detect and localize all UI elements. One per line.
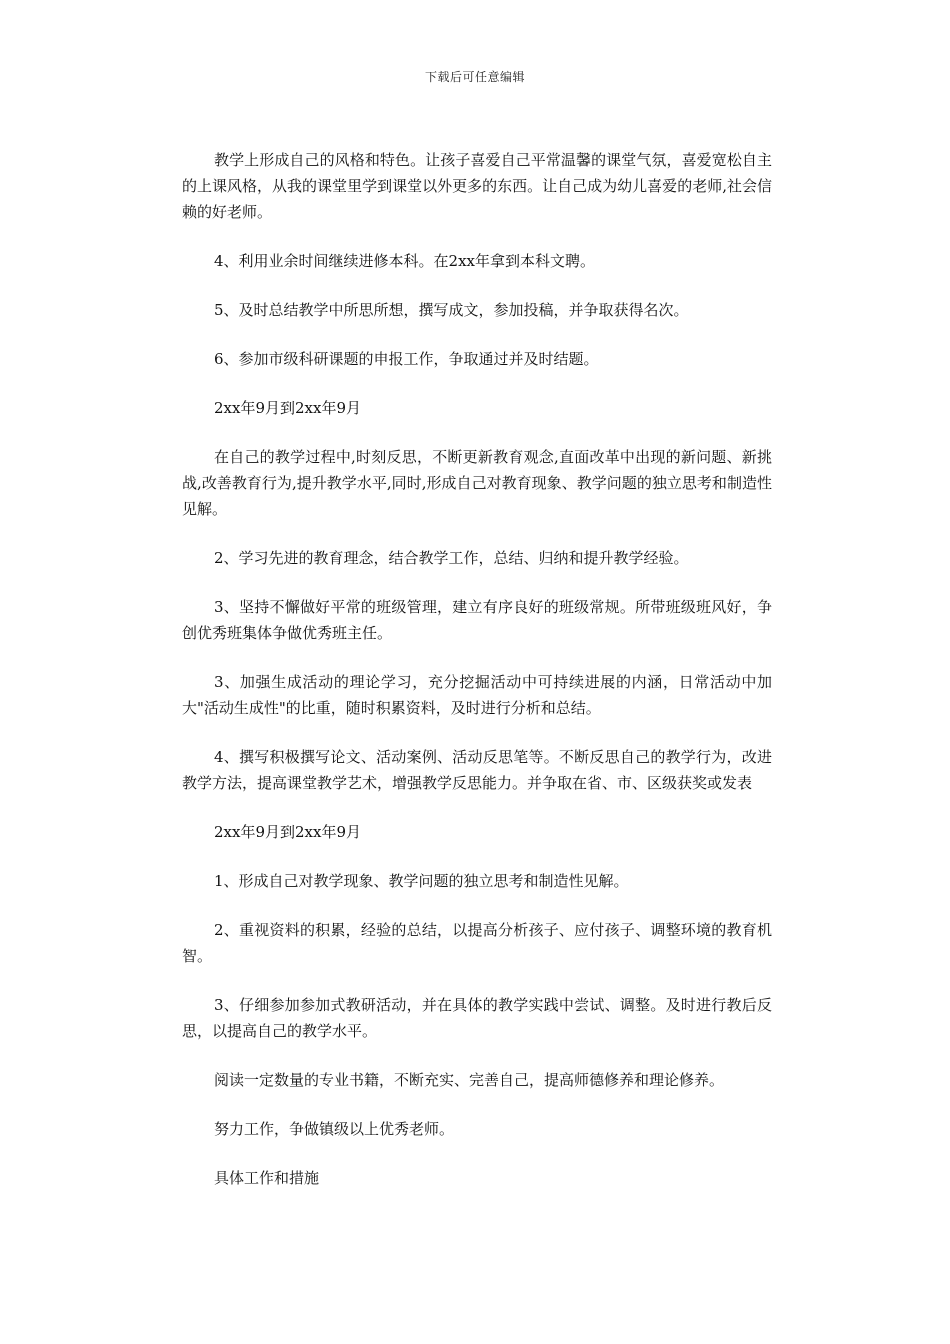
paragraph: 3、坚持不懈做好平常的班级管理，建立有序良好的班级常规。所带班级班风好，争创优秀班集体争做优秀班主任。 [182, 598, 772, 642]
section-date: 2xx年9月到2xx年9月 [214, 399, 362, 417]
section-heading: 具体工作和措施 [214, 1169, 320, 1187]
paragraph: 6、参加市级科研课题的申报工作，争取通过并及时结题。 [214, 350, 599, 368]
paragraph: 在自己的教学过程中,时刻反思，不断更新教育观念,直面改革中出现的新问题、新挑战,改善教育行为,提升教学水平,同时,形成自己对教育现象、教学问题的独立思考和制造性见解。 [182, 448, 772, 518]
paragraph: 3、加强生成活动的理论学习，充分挖掘活动中可持续进展的内涵，日常活动中加大"活动生成性"的比重，随时积累资料，及时进行分析和总结。 [182, 673, 772, 717]
paragraph: 4、撰写积极撰写论文、活动案例、活动反思笔等。不断反思自己的教学行为，改进教学方法，提高课堂教学艺术，增强教学反思能力。并争取在省、市、区级获奖或发表 [182, 748, 772, 792]
paragraph: 努力工作，争做镇级以上优秀老师。 [214, 1120, 455, 1138]
paragraph: 2、学习先进的教育理念，结合教学工作，总结、归纳和提升教学经验。 [214, 549, 689, 567]
paragraph: 教学上形成自己的风格和特色。让孩子喜爱自己平常温馨的课堂气氛，喜爱宽松自主的上课风格，从我的课堂里学到课堂以外更多的东西。让自己成为幼儿喜爱的老师,社会信赖的好老师。 [182, 151, 772, 221]
paragraph: 1、形成自己对教学现象、教学问题的独立思考和制造性见解。 [214, 872, 629, 890]
page-header: 下载后可任意编辑 [424, 70, 525, 84]
paragraph: 3、仔细参加参加式教研活动，并在具体的教学实践中尝试、调整。及时进行教后反思，以提高自己的教学水平。 [182, 996, 772, 1040]
paragraph: 阅读一定数量的专业书籍，不断充实、完善自己，提高师德修养和理论修养。 [214, 1071, 725, 1089]
document-body [182, 147, 772, 1214]
paragraph: 4、利用业余时间继续进修本科。在2xx年拿到本科文聘。 [214, 252, 596, 270]
section-date: 2xx年9月到2xx年9月 [214, 823, 362, 841]
paragraph: 5、及时总结教学中所思所想，撰写成文，参加投稿，并争取获得名次。 [214, 301, 689, 319]
paragraph: 2、重视资料的积累，经验的总结，以提高分析孩子、应付孩子、调整环境的教育机智。 [182, 921, 772, 965]
